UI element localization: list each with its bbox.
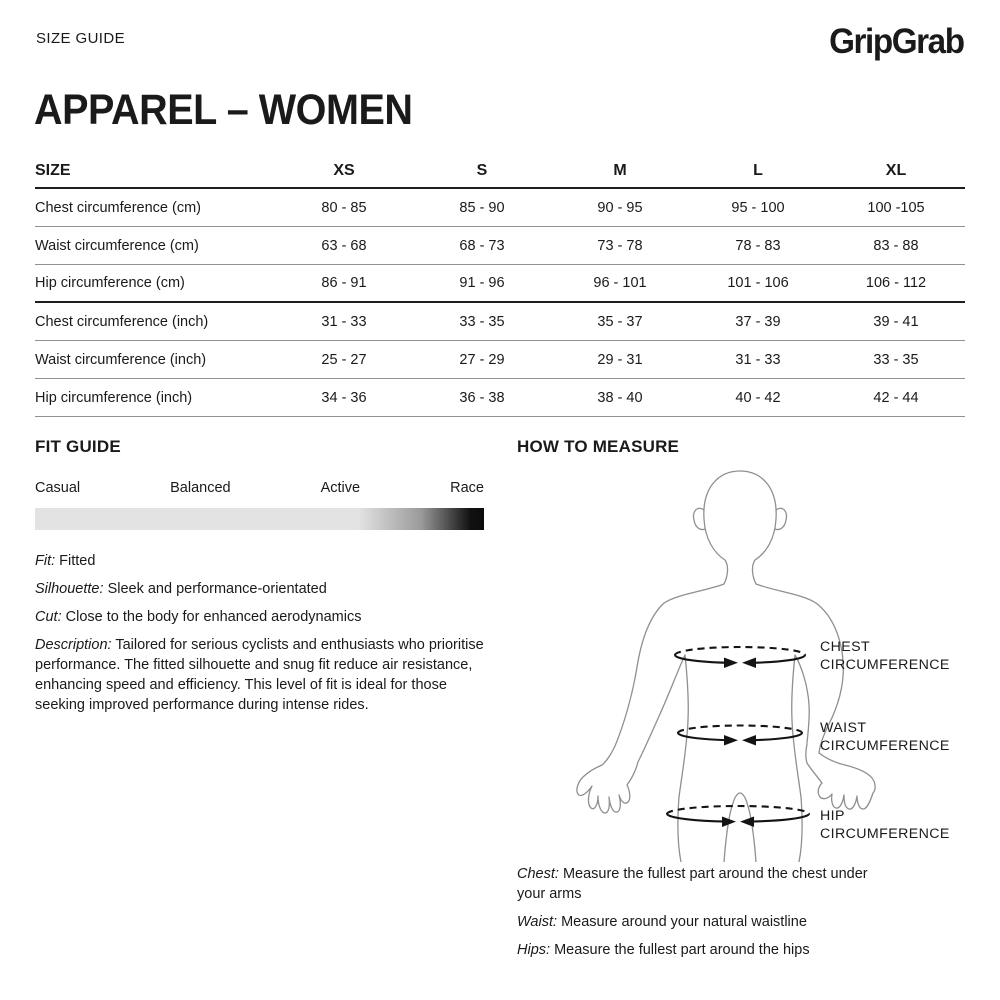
table-cell: 40 - 42 xyxy=(735,389,781,406)
size-table xyxy=(35,155,965,417)
fit-scale-casual: Casual xyxy=(35,480,81,496)
size-table-header-row xyxy=(35,155,965,189)
table-cell: 33 - 35 xyxy=(459,313,505,330)
waist-circumference-label2: CIRCUMFERENCE xyxy=(820,738,950,754)
table-cell: 85 - 90 xyxy=(459,199,505,216)
waist-measure-dashed-arc xyxy=(678,726,802,734)
figure-head-icon xyxy=(704,471,776,584)
measure-notes xyxy=(517,864,897,968)
note-text: Measure the fullest part around the hips xyxy=(554,942,810,958)
figure-left-inner-arm xyxy=(638,655,685,762)
fit-gradient-bar xyxy=(35,508,484,530)
fit-detail-silhouette xyxy=(35,579,484,599)
table-row xyxy=(35,303,965,341)
note-text: Measure the fullest part around the chest under your arms xyxy=(517,866,868,902)
table-cell: 95 - 100 xyxy=(731,199,785,216)
chest-measure-arrow-left xyxy=(675,655,728,663)
note-text: Measure around your natural waistline xyxy=(561,914,807,930)
chest-circumference-label2: CIRCUMFERENCE xyxy=(820,657,950,673)
figure-torso-right xyxy=(792,655,802,862)
fit-scale-race: Race xyxy=(450,480,484,496)
table-cell: 68 - 73 xyxy=(459,237,505,254)
brand-logo: GripGrab xyxy=(829,22,964,61)
col-header-m: M xyxy=(613,162,627,179)
fit-detail-cut xyxy=(35,607,484,627)
table-row xyxy=(35,341,965,379)
col-header-xs: XS xyxy=(333,162,355,179)
note-label: Chest: xyxy=(517,866,559,882)
chest-circumference-label: CHEST xyxy=(820,639,871,655)
table-cell: 106 - 112 xyxy=(865,275,927,291)
hip-circumference-label2: CIRCUMFERENCE xyxy=(820,826,950,842)
waist-circumference-label: WAIST xyxy=(820,720,867,736)
table-cell: 96 - 101 xyxy=(593,275,647,291)
fit-scale-balanced: Balanced xyxy=(170,480,231,496)
table-cell: 35 - 37 xyxy=(597,313,643,330)
fit-detail-text: Fitted xyxy=(59,553,96,569)
chest-arrowhead-right-icon xyxy=(742,658,756,669)
col-header-size: SIZE xyxy=(35,162,71,179)
table-row xyxy=(35,227,965,265)
fit-guide-section xyxy=(35,437,484,723)
row-label: Waist circumference (cm) xyxy=(35,237,199,254)
fit-detail-label: Silhouette: xyxy=(35,581,104,597)
table-cell: 90 - 95 xyxy=(597,199,643,216)
table-cell: 73 - 78 xyxy=(597,237,643,254)
chest-arrowhead-left-icon xyxy=(724,658,738,669)
figure-left-hand xyxy=(577,762,638,813)
fit-detail-label: Fit: xyxy=(35,553,56,569)
row-label: Hip circumference (inch) xyxy=(35,389,193,406)
table-cell: 36 - 38 xyxy=(459,389,505,406)
table-cell: 31 - 33 xyxy=(735,351,781,368)
fit-detail-text: Close to the body for enhanced aerodynamics xyxy=(65,609,362,625)
table-cell: 91 - 96 xyxy=(459,275,505,291)
body-figure-svg xyxy=(552,462,1000,862)
fit-detail-text: Sleek and performance-orientated xyxy=(107,581,327,597)
page-eyebrow: SIZE GUIDE xyxy=(36,30,126,47)
page-title: APPAREL – WOMEN xyxy=(34,86,413,134)
table-row xyxy=(35,189,965,227)
waist-arrowhead-left-icon xyxy=(724,735,738,746)
hip-arrowhead-right-icon xyxy=(740,817,754,828)
figure-inner-legs xyxy=(724,793,756,862)
hip-measure-dashed-arc xyxy=(667,806,809,814)
hip-measure-arrow-left xyxy=(667,814,728,822)
fit-details xyxy=(35,551,484,715)
table-cell: 31 - 33 xyxy=(321,313,367,330)
table-cell: 25 - 27 xyxy=(321,351,367,368)
chest-measure-dashed-arc xyxy=(675,647,805,655)
fit-scale-labels xyxy=(35,480,484,496)
row-label: Waist circumference (inch) xyxy=(35,351,207,368)
table-cell: 29 - 31 xyxy=(597,351,643,368)
fit-guide-heading: FIT GUIDE xyxy=(35,437,121,456)
row-label: Hip circumference (cm) xyxy=(35,275,185,291)
table-cell: 78 - 83 xyxy=(735,237,781,254)
hip-circumference-label: HIP xyxy=(820,808,845,824)
row-label: Chest circumference (cm) xyxy=(35,199,201,216)
waist-measure-arrow-right xyxy=(750,733,802,740)
note-label: Hips: xyxy=(517,942,551,958)
table-cell: 42 - 44 xyxy=(873,389,919,406)
hip-measure-arrow-right xyxy=(748,814,809,822)
table-cell: 101 - 106 xyxy=(727,275,789,291)
table-cell: 83 - 88 xyxy=(873,237,919,254)
fit-detail-description xyxy=(35,635,484,715)
note-hips xyxy=(517,940,897,960)
table-cell: 80 - 85 xyxy=(321,199,367,216)
fit-detail-label: Cut: xyxy=(35,609,62,625)
table-cell: 27 - 29 xyxy=(459,351,505,368)
col-header-s: S xyxy=(476,162,488,179)
table-cell: 100 -105 xyxy=(867,199,925,216)
note-label: Waist: xyxy=(517,914,558,930)
fit-detail-label: Description: xyxy=(35,637,112,653)
table-cell: 38 - 40 xyxy=(597,389,643,406)
fit-scale-active: Active xyxy=(320,480,361,496)
fit-detail-text: Tailored for serious cyclists and enthusiasts who prioritise performance. The fitted silhouette and snug fit reduce air resistance, enhancing speed and efficiency. This level of fit is ideal for those seeking improved performance during intense rides. xyxy=(35,637,484,713)
table-cell: 34 - 36 xyxy=(321,389,367,406)
waist-arrowhead-right-icon xyxy=(742,735,756,746)
table-row xyxy=(35,379,965,417)
figure-ears-icon xyxy=(694,508,787,529)
col-header-xl: XL xyxy=(885,162,907,179)
table-cell: 63 - 68 xyxy=(321,237,367,254)
figure-torso-left xyxy=(678,655,688,862)
waist-measure-arrow-left xyxy=(678,733,730,740)
table-cell: 39 - 41 xyxy=(873,313,919,330)
chest-measure-arrow-right xyxy=(752,655,805,663)
note-waist xyxy=(517,912,897,932)
table-row xyxy=(35,265,965,303)
col-header-l: L xyxy=(753,162,763,179)
note-chest xyxy=(517,864,897,904)
row-label: Chest circumference (inch) xyxy=(35,313,209,330)
measurement-diagram xyxy=(552,462,1000,862)
table-cell: 86 - 91 xyxy=(321,275,367,291)
figure-left-arm xyxy=(602,584,724,765)
table-cell: 37 - 39 xyxy=(735,313,781,330)
table-cell: 33 - 35 xyxy=(873,351,919,368)
how-to-measure-heading: HOW TO MEASURE xyxy=(517,437,680,456)
fit-detail-fit xyxy=(35,551,484,571)
